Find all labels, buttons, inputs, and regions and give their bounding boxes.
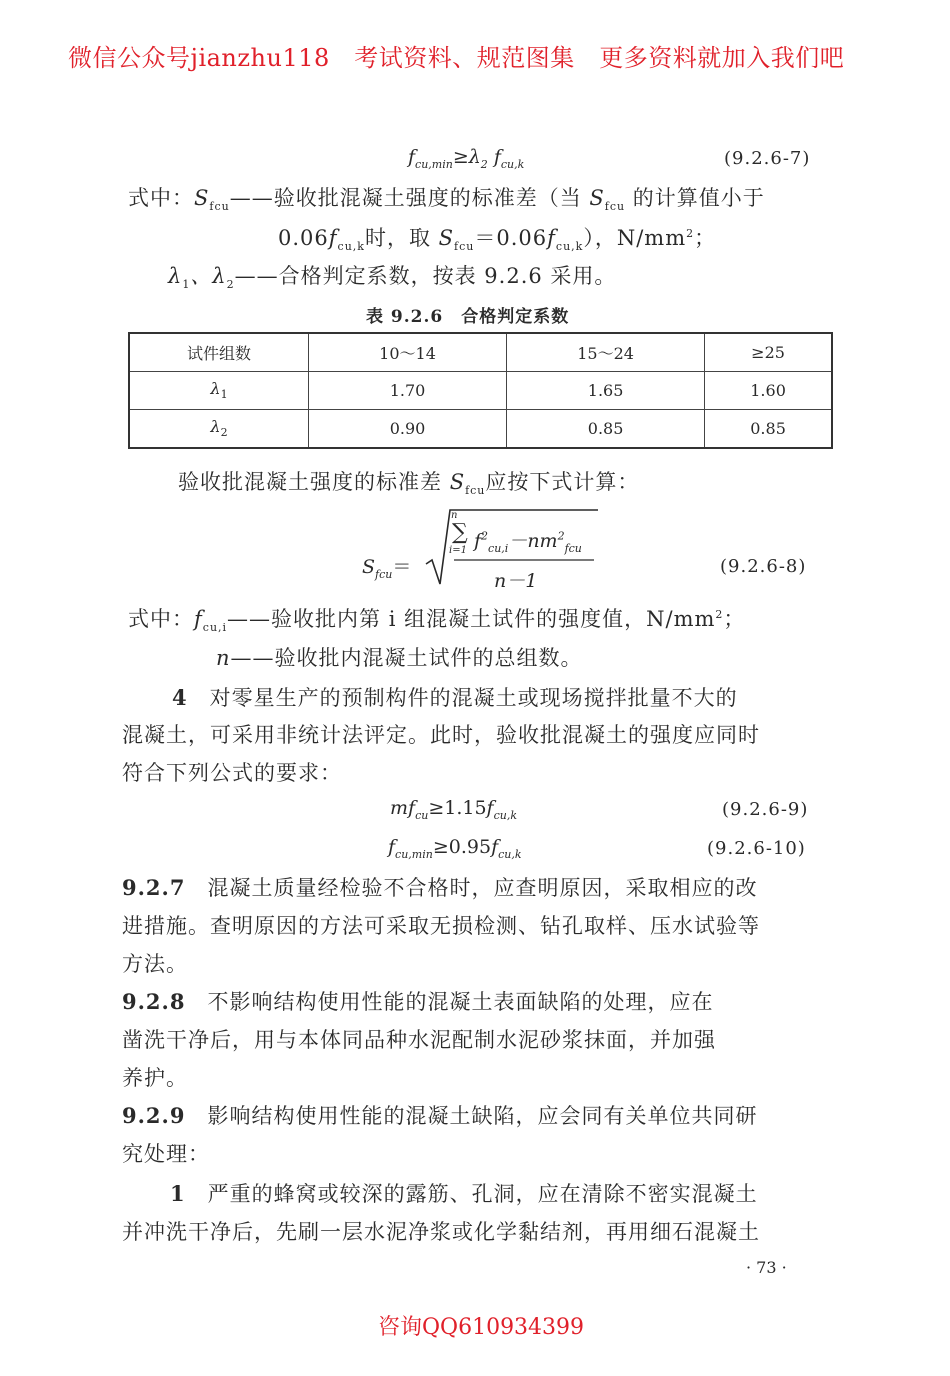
section-9-2-7: 9.2.7 混凝土质量经检验不合格时，应查明原因，采取相应的改 [122,875,758,900]
header-cell: 10～14 [309,333,507,372]
item-4-line: 混凝土，可采用非统计法评定。此时，验收批混凝土的强度应同时 [122,723,760,747]
coefficient-table [128,332,833,449]
section-9-2-8: 9.2.8 不影响结构使用性能的混凝土表面缺陷的处理，应在 [122,989,714,1014]
item-1-line: 并冲洗干净后，先刷一层水泥净浆或化学黏结剂，再用细石混凝土 [122,1220,760,1244]
definition-fcui: 式中：$f_{cu,i}——$验收批内第 i 组混凝土试件的强度值，$N/mm^2$； [128,607,746,635]
row-label: $\lambda_1$ [129,372,309,410]
equation-9-2-6-10: $f_{cu,min}\ge 0.95f_{cu,k}$ [388,836,522,861]
table-cell: 1.60 [705,372,832,410]
item-4-line: 符合下列公式的要求： [122,761,342,785]
sum-icon: ∑ [452,520,468,545]
definition-n: n——验收批内混凝土试件的总组数。 [216,646,583,670]
item-1: 1 严重的蜂窝或较深的露筋、孔洞，应在清除不密实混凝土 [170,1181,758,1206]
table-row [129,372,832,410]
table-row [129,410,832,449]
equation-number: (9.2.6-10) [707,838,806,859]
table-cell: 0.90 [309,410,507,449]
section-9-2-9: 9.2.9 影响结构使用性能的混凝土缺陷，应会同有关单位共同研 [122,1103,758,1128]
header-cell: 15～24 [507,333,705,372]
equation-9-2-6-7: $f_{cu,min}\ge\lambda_2$ $f_{cu,k}$ [408,146,525,171]
table-header-row [129,333,832,372]
definition-sfcu: 式中：$S_{fcu}——$验收批混凝土强度的标准差（当 $S_{fcu}$ 的计算值小于 [128,186,765,214]
header-cell: ≥25 [705,333,832,372]
definition-lambda: $\lambda_1$、$\lambda_2——$合格判定系数，按表 9.2.6 采用。 [168,264,617,292]
table-cell: 0.85 [705,410,832,449]
equation-number: (9.2.6-9) [722,799,809,820]
watermark-bottom: 咨询QQ610934399 [378,1315,585,1340]
definition-sfcu-cont: $0.06f_{cu,k}$时，取 $S_{fcu}=0.06f_{cu,k}$），$N/mm^2$； [278,226,717,254]
table-caption: 表 9.2.6 合格判定系数 [366,307,570,327]
item-4: 4 对零星生产的预制构件的混凝土或现场搅拌批量不大的 [172,685,738,710]
page-number: · 73 · [746,1258,787,1277]
header-cell: 试件组数 [129,333,309,372]
table-cell: 1.65 [507,372,705,410]
section-line: 凿洗干净后，用与本体同品种水泥配制水泥砂浆抹面，并加强 [122,1028,716,1052]
section-line: 养护。 [122,1066,188,1090]
section-line: 进措施。查明原因的方法可采取无损检测、钻孔取样、压水试验等 [122,914,760,938]
section-line: 方法。 [122,952,188,976]
row-label: $\lambda_2$ [129,410,309,449]
std-intro: 验收批混凝土强度的标准差 $S_{fcu}$应按下式计算： [178,470,640,498]
section-line: 究处理： [122,1142,210,1166]
equation-number: (9.2.6-8) [720,556,807,577]
table-cell: 1.70 [309,372,507,410]
equation-9-2-6-9: $mf_{cu}\ge 1.15f_{cu,k}$ [390,797,518,822]
table-cell: 0.85 [507,410,705,449]
equation-number: (9.2.6-7) [724,148,811,169]
watermark-top: 微信公众号jianzhu118 考试资料、规范图集 更多资料就加入我们吧 [68,44,845,72]
